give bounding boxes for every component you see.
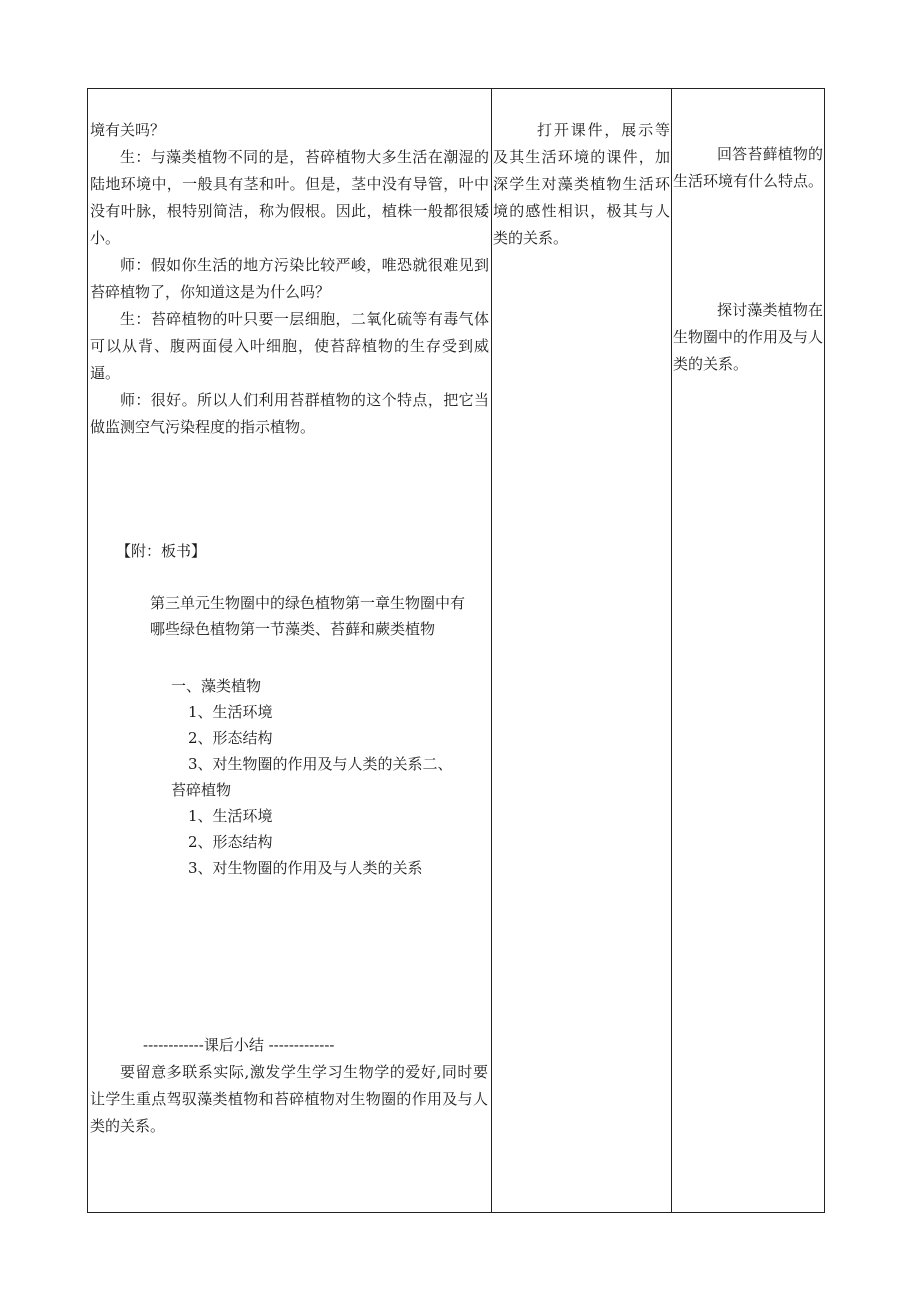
board-line: 1、生活环境 — [188, 807, 273, 825]
dialog-paragraph: 师：假如你生活的地方污染比较严峻，唯恐就很难见到苔碎植物了，你知道这是为什么吗？ — [90, 256, 489, 301]
summary-body — [90, 1059, 488, 1140]
student-activity-text: 探讨藻类植物在生物圈中的作用及与人类的关系。 — [673, 301, 824, 373]
board-line: 苔碎植物 — [171, 781, 232, 799]
student-activity-block — [673, 297, 823, 378]
dialog-block — [90, 117, 489, 441]
summary-text: 要留意多联系实际,激发学生学习生物学的爱好,同时要让学生重点驾驭藻类植物和苔碎植物对生物圈的作用及与人类的关系。 — [90, 1063, 488, 1135]
teacher-activity-block — [493, 117, 670, 252]
board-line: 一、藻类植物 — [171, 677, 262, 695]
teacher-activity-cell — [491, 89, 671, 1212]
lesson-table — [87, 88, 825, 1213]
board-line: 2、形态结构 — [188, 833, 273, 851]
teacher-activity-text: 打开课件，展示等及其生活环境的课件，加深学生对藻类植物生活环境的感性相识，极其与人类的关系。 — [493, 121, 670, 247]
summary-heading: ------------课后小结 ------------- — [143, 1036, 335, 1054]
student-activity-cell — [671, 89, 826, 1212]
student-activity-block — [673, 141, 823, 195]
dialog-paragraph: 生：与藻类植物不同的是，苔碎植物大多生活在潮湿的陆地环境中，一般具有茎和叶。但是，茎中没有导管，叶中没有叶脉，根特别简洁，称为假根。因此，植株一般都很矮小。 — [90, 148, 489, 247]
appendix-label: 【附：板书】 — [116, 542, 207, 560]
dialog-paragraph: 师：很好。所以人们利用苔群植物的这个特点，把它当做监测空气污染程度的指示植物。 — [90, 391, 489, 436]
board-line: 2、形态结构 — [188, 729, 273, 747]
dialog-paragraph: 生：苔碎植物的叶只要一层细胞，二氧化硫等有毒气体可以从背、腹两面侵入叶细胞，使苔辞植物的生存受到威逼。 — [90, 310, 489, 382]
board-line: 3、对生物圈的作用及与人类的关系二、 — [188, 755, 453, 773]
board-line: 3、对生物圈的作用及与人类的关系 — [188, 859, 423, 877]
dialog-paragraph: 境有关吗？ — [90, 121, 166, 139]
board-line: 1、生活环境 — [188, 703, 273, 721]
teaching-process-cell — [88, 89, 491, 1212]
board-title: 第三单元生物圈中的绿色植物第一章生物圈中有哪些绿色植物第一节藻类、苔藓和蕨类植物 — [150, 594, 466, 638]
student-activity-text: 回答苔藓植物的生活环境有什么特点。 — [673, 145, 824, 190]
